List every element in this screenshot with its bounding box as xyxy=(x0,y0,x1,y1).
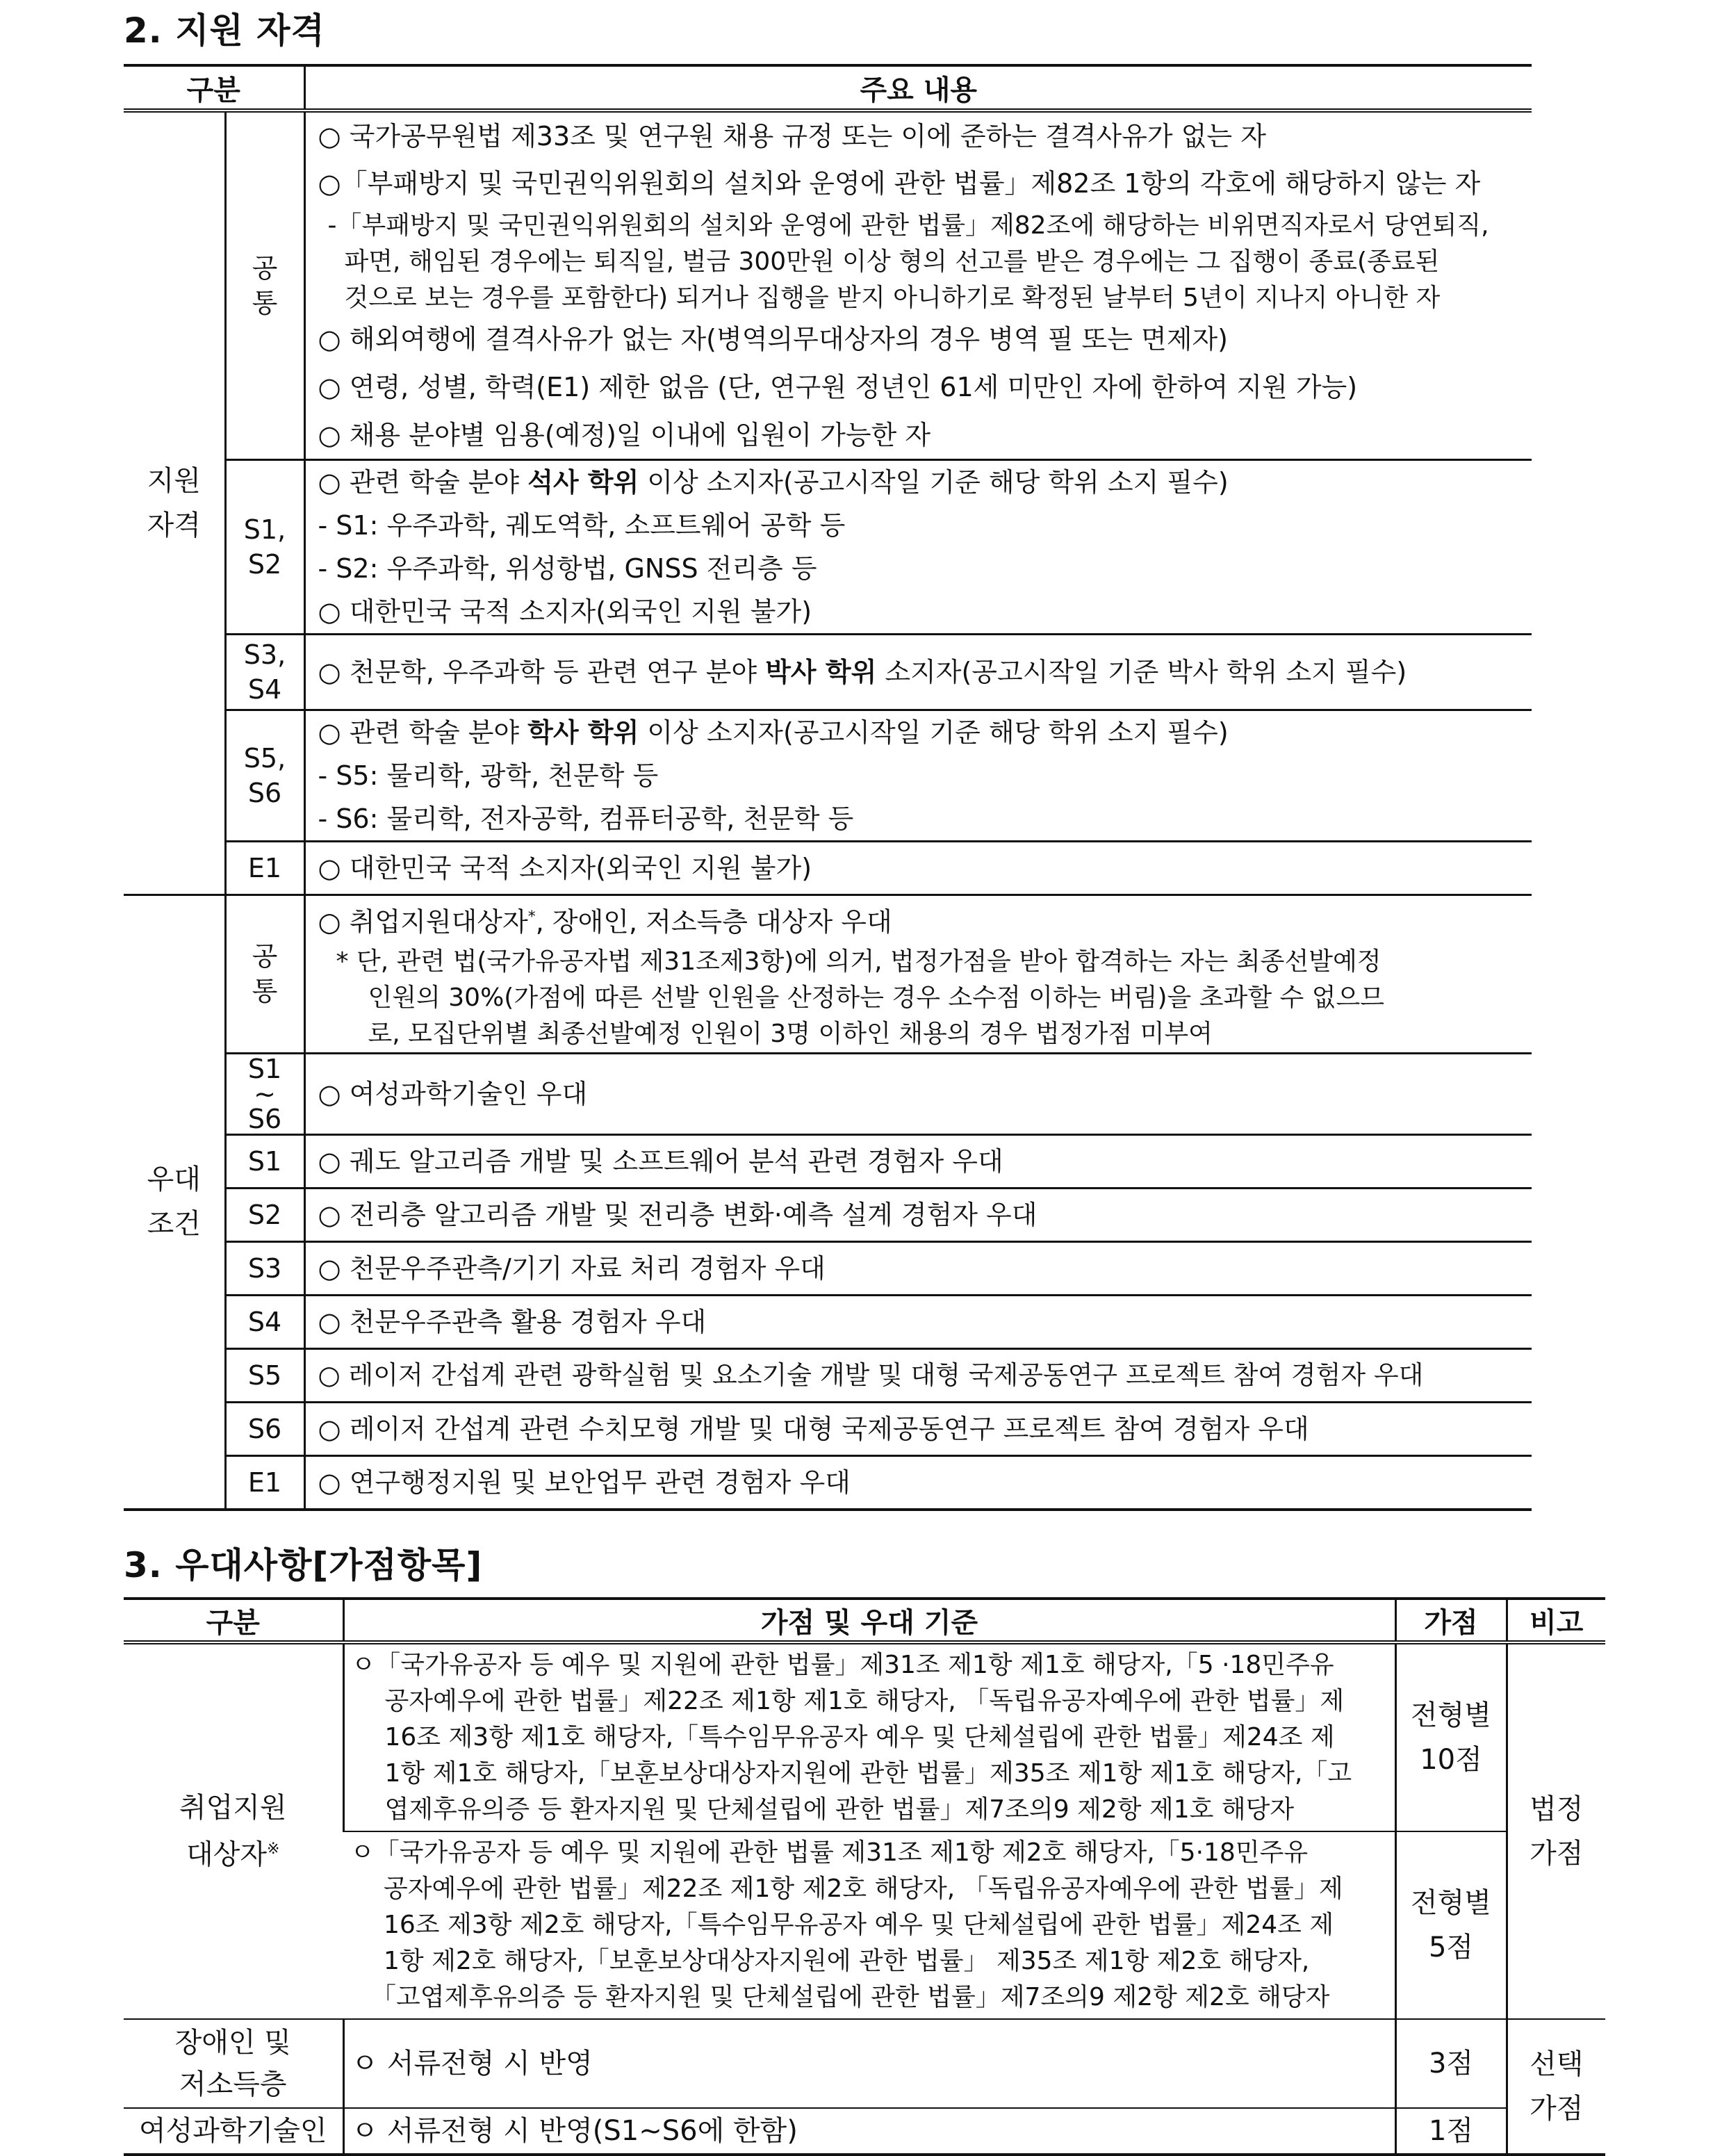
women-category-cell: 여성과학기술인 xyxy=(124,2108,343,2155)
table-row xyxy=(124,1402,1532,1455)
column-header-category: 구분 xyxy=(124,1599,343,1642)
subcategory-s3-s4: S3, S4 xyxy=(225,635,304,710)
list-item: ○ 연구행정지원 및 보안업무 관련 경험자 우대 xyxy=(304,1455,1532,1510)
table-row xyxy=(124,1455,1532,1510)
women-points: 1점 xyxy=(1395,2108,1507,2155)
table-row xyxy=(124,1188,1532,1241)
disabled-points: 3점 xyxy=(1395,2019,1507,2108)
subcategory-common: 공 통 xyxy=(225,111,304,460)
subcategory-label: S3 xyxy=(225,1241,304,1295)
list-item: ○ 천문우주관측 활용 경험자 우대 xyxy=(304,1295,1532,1348)
table-row xyxy=(124,1642,1605,1831)
table-row xyxy=(124,842,1532,895)
list-item: ○ 채용 분야별 임용(예정)일 이내에 입원이 가능한 자 xyxy=(318,420,931,450)
table-row xyxy=(124,2108,1605,2155)
list-item: 것으로 보는 경우를 포함한다) 되거나 집행을 받지 아니하기로 확정된 날부터 5년이 지나지 아니한 자 xyxy=(344,284,1441,312)
table-row xyxy=(124,895,1532,1054)
list-item: 파면, 해임된 경우에는 퇴직일, 벌금 300만원 이상 형의 선고를 받은 경우에는 그 집행이 종료(종료된 xyxy=(344,247,1440,276)
list-item: ○ 대한민국 국적 소지자(외국인 지원 불가) xyxy=(318,596,812,627)
table-row xyxy=(124,1053,1532,1134)
table-row xyxy=(124,710,1532,842)
list-item: - S1: 우주과학, 궤도역학, 소프트웨어 공학 등 xyxy=(318,510,846,541)
list-item: - S2: 우주과학, 위성항법, GNSS 전리층 등 xyxy=(318,553,817,584)
subcategory-label: E1 xyxy=(225,1455,304,1510)
qualification-table xyxy=(124,64,1532,1511)
table-header-row xyxy=(124,65,1532,111)
list-item: ○ 연령, 성별, 학력(E1) 제한 없음 (단, 연구원 정년인 61세 미만인 자에 한하여 지원 가능) xyxy=(318,372,1358,402)
table-row xyxy=(124,2019,1605,2108)
statutory-remark: 법정 가점 xyxy=(1507,1642,1605,2019)
list-item: ○ 천문학, 우주과학 등 관련 연구 분야 박사 학위 소지자(공고시작일 기준 박사 학위 소지 필수) xyxy=(318,657,1407,687)
subcategory-s1-s6: S1 ~ S6 xyxy=(225,1053,304,1134)
s5-s6-qualification-content xyxy=(304,710,1532,842)
table-row xyxy=(124,1295,1532,1348)
list-item: ○ 취업지원대상자*, 장애인, 저소득층 대상자 우대 xyxy=(318,906,892,938)
list-item: ○「부패방지 및 국민권익위원회의 설치와 운영에 관한 법률」제82조 1항의 각호에 해당하지 않는 자 xyxy=(318,168,1481,199)
list-item: ○ 레이저 간섭계 관련 광학실험 및 요소기술 개발 및 대형 국제공동연구 프로젝트 참여 경험자 우대 xyxy=(304,1348,1532,1402)
subcategory-label: S2 xyxy=(225,1188,304,1241)
footnote: * 단, 관련 법(국가유공자법 제31조제3항)에 의거, 법정가점을 받아 합격하는 자는 최종선발예정 xyxy=(336,947,1381,976)
disabled-criteria: ㅇ 서류전형 시 반영 xyxy=(343,2019,1395,2108)
list-item: ○ 국가공무원법 제33조 및 연구원 채용 규정 또는 이에 준하는 결격사유가 없는 자 xyxy=(318,121,1266,152)
preference-category-cell: 우대 조건 xyxy=(124,895,225,1510)
veterans-criteria-1: ㅇ「국가유공자 등 예우 및 지원에 관한 법률」제31조 제1항 제1호 해당자,「5 ·18민주유 공자예우에 관한 법률」제22조 제1항 제1호 해당자, 「독립유공자예우에 관한 법률」제 16조 제3항 제1호 해당자,「특수임무유공자 예우 및 단체설립에 관한 법률」제24조 제 1항 제1호 해당자,「보훈보상대상자지원에 관한 법률」제35조 제1항 제1호 해당자,「고 엽제후유의증 등 환자지원 및 단체설립에 관한 법률」제7조의9 제2항 제1호 해당자 xyxy=(343,1642,1395,1831)
veterans-points-2: 전형별 5점 xyxy=(1395,1831,1507,2019)
table-row xyxy=(124,635,1532,710)
subcategory-label: S4 xyxy=(225,1295,304,1348)
list-item: - S6: 물리학, 전자공학, 컴퓨터공학, 천문학 등 xyxy=(318,803,854,834)
table-row xyxy=(124,1241,1532,1295)
veterans-category-cell: 취업지원 대상자※ xyxy=(124,1642,343,2019)
table-row xyxy=(124,1134,1532,1188)
list-item: ○ 궤도 알고리즘 개발 및 소프트웨어 분석 관련 경험자 우대 xyxy=(304,1134,1532,1188)
footnote: 로, 모집단위별 최종선발예정 인원이 3명 이하인 채용의 경우 법정가점 미부여 xyxy=(368,1019,1213,1048)
table-row xyxy=(124,1348,1532,1402)
subcategory-label: S5 xyxy=(225,1348,304,1402)
disabled-category-cell: 장애인 및 저소득층 xyxy=(124,2019,343,2108)
list-item: ○ 관련 학술 분야 학사 학위 이상 소지자(공고시작일 기준 해당 학위 소지 필수) xyxy=(318,717,1229,748)
table-row xyxy=(124,1831,1605,2019)
subcategory-s1-s2: S1, S2 xyxy=(225,460,304,635)
column-header-category: 구분 xyxy=(124,65,304,111)
list-item: ○ 해외여행에 결격사유가 없는 자(병역의무대상자의 경우 병역 필 또는 면제자) xyxy=(318,324,1228,354)
subcategory-e1: E1 xyxy=(225,842,304,895)
veterans-criteria-2: ㅇ「국가유공자 등 예우 및 지원에 관한 법률 제31조 제1항 제2호 해당자,「5·18민주유 공자예우에 관한 법률」제22조 제1항 제2호 해당자, 「독립유공자예우에 관한 법률」제 16조 제3항 제2호 해당자,「특수임무유공자 예우 및 단체설립에 관한 법률」제24조 제 1항 제2호 해당자,「보훈보상대상자지원에 관한 법률」 제35조 제1항 제2호 해당자, 「고엽제후유의증 등 환자지원 및 단체설립에 관한 법률」제7조의9 제2항 제2호 해당자 xyxy=(343,1831,1395,2019)
table-row xyxy=(124,111,1532,460)
list-item: -「부패방지 및 국민권익위원회의 설치와 운영에 관한 법률」제82조에 해당하는 비위면직자로서 당연퇴직, xyxy=(327,211,1489,240)
list-item: ○ 천문우주관측/기기 자료 처리 경험자 우대 xyxy=(304,1241,1532,1295)
subcategory-label: S1 xyxy=(225,1134,304,1188)
s3-s4-qualification-content xyxy=(304,635,1532,710)
qualification-category-cell: 지원 자격 xyxy=(124,111,225,895)
veterans-points-1: 전형별 10점 xyxy=(1395,1642,1507,1831)
table-row xyxy=(124,460,1532,635)
optional-remark: 선택 가점 xyxy=(1507,2019,1605,2155)
common-preference-content xyxy=(304,895,1532,1054)
column-header-criteria: 가점 및 우대 기준 xyxy=(343,1599,1395,1642)
subcategory-s5-s6: S5, S6 xyxy=(225,710,304,842)
list-item: ○ 레이저 간섭계 관련 수치모형 개발 및 대형 국제공동연구 프로젝트 참여 경험자 우대 xyxy=(304,1402,1532,1455)
column-header-points: 가점 xyxy=(1395,1599,1507,1642)
s1-s2-qualification-content xyxy=(304,460,1532,635)
list-item: ○ 대한민국 국적 소지자(외국인 지원 불가) xyxy=(304,842,1532,895)
footnote: 인원의 30%(가점에 따른 선발 인원을 산정하는 경우 소수점 이하는 버림)을 초과할 수 없으므 xyxy=(368,983,1385,1012)
subcategory-common: 공 통 xyxy=(225,895,304,1054)
column-header-remarks: 비고 xyxy=(1507,1599,1605,1642)
list-item: - S5: 물리학, 광학, 천문학 등 xyxy=(318,760,659,791)
column-header-content: 주요 내용 xyxy=(304,65,1532,111)
bonus-points-table xyxy=(124,1597,1605,2156)
list-item: ○ 관련 학술 분야 석사 학위 이상 소지자(공고시작일 기준 해당 학위 소지 필수) xyxy=(318,467,1229,498)
women-criteria: ㅇ 서류전형 시 반영(S1~S6에 한함) xyxy=(343,2108,1395,2155)
subcategory-label: S6 xyxy=(225,1402,304,1455)
list-item: ○ 전리층 알고리즘 개발 및 전리층 변화·예측 설계 경험자 우대 xyxy=(304,1188,1532,1241)
list-item: ○ 여성과학기술인 우대 xyxy=(304,1053,1532,1134)
common-qualification-content xyxy=(304,111,1532,460)
section-2-title: 2. 지원 자격 xyxy=(124,10,325,51)
section-3-title: 3. 우대사항[가점항목] xyxy=(124,1545,483,1585)
table-header-row xyxy=(124,1599,1605,1642)
